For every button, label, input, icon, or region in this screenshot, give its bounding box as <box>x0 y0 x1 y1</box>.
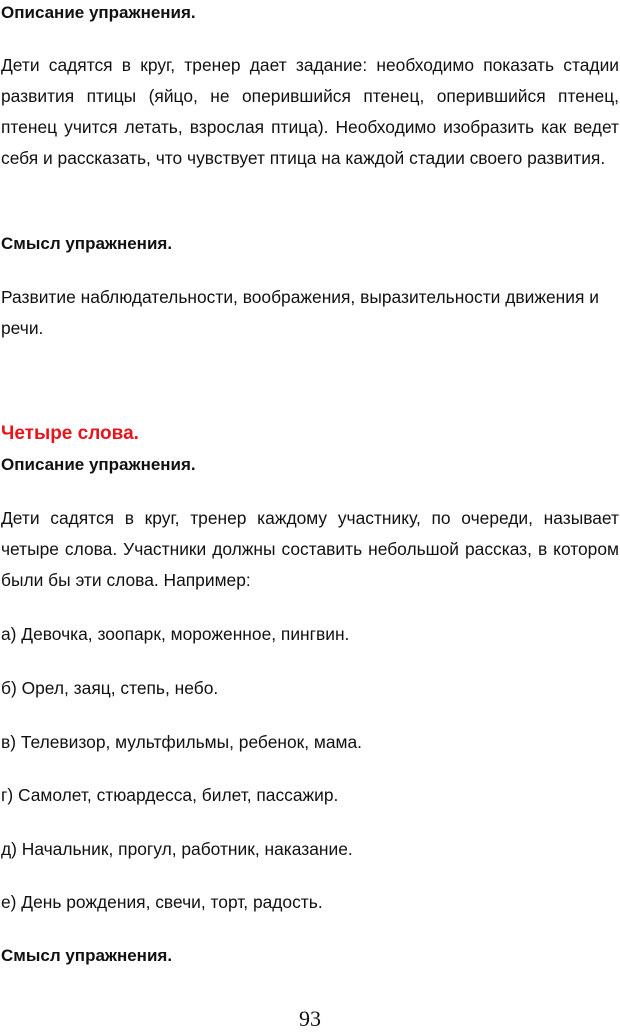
example-item-b: б) Орел, заяц, степь, небо. <box>1 678 219 698</box>
section1-description-text: Дети садятся в круг, тренер дает задание: необходимо показать стадии развития птицы (яйцо, не оперившийся птенец, оперившийся птенец, птенец учится летать, взрослая птица). Необходимо изобразить как ведет себя и рассказать, что чувствует птица на каждой стадии своего развития. <box>1 55 619 168</box>
section2-description-heading: Описание упражнения. <box>1 455 196 474</box>
example-item-e: д) Начальник, прогул, работник, наказание. <box>1 839 353 859</box>
section2-description-text: Дети садятся в круг, тренер каждому участнику, по очереди, называет четыре слова. Участники должны составить небольшой рассказ, в котором были бы эти слова. Например: <box>1 508 619 590</box>
section1-description-heading: Описание упражнения. <box>1 3 196 22</box>
example-item-f: е) День рождения, свечи, торт, радость. <box>1 892 323 912</box>
page-number: 93 <box>299 1006 321 1031</box>
example-item-d: г) Самолет, стюардесса, билет, пассажир. <box>1 785 339 805</box>
section1-meaning-text: Развитие наблюдательности, воображения, выразительности движения и речи. <box>1 287 599 338</box>
example-item-c: в) Телевизор, мультфильмы, ребенок, мама. <box>1 732 363 752</box>
section2-meaning-heading: Смысл упражнения. <box>1 946 173 965</box>
example-item-a: а) Девочка, зоопарк, мороженное, пингвин. <box>1 624 350 644</box>
section1-meaning-heading: Смысл упражнения. <box>1 234 173 253</box>
section2-title: Четыре слова. <box>1 423 139 444</box>
